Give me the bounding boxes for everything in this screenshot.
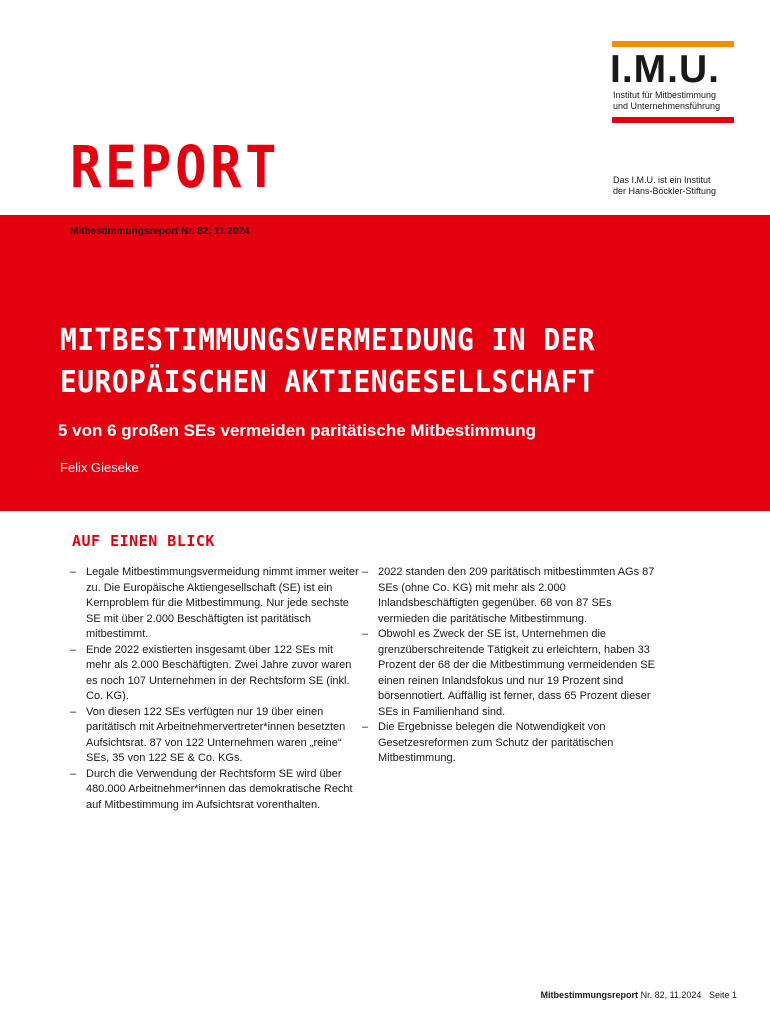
bullet-text: Die Ergebnisse belegen die Notwendigkeit von Gesetzesreformen zum Schutz der paritätischen Mitbestimmung. bbox=[378, 721, 614, 764]
list-item bbox=[362, 627, 662, 720]
author: Felix Gieseke bbox=[60, 460, 139, 475]
title-line-2: EUROPÄISCHEN AKTIENGESELLSCHAFT bbox=[60, 365, 596, 400]
bullet-text: 2022 standen den 209 paritätisch mitbestimmten AGs 87 SEs (ohne Co. KG) mit mehr als 2.000 Inlandsbeschäftigten gegenüber. 68 von 87 SEs vermieden die paritätische Mitbestimmung. bbox=[378, 566, 655, 625]
imu-logo-subtitle bbox=[613, 90, 743, 112]
foundation-note-line2: der Hans-Böckler-Stiftung bbox=[613, 186, 717, 196]
bullet-dash: – bbox=[70, 705, 77, 718]
logo-sub-line2: und Unternehmensführung bbox=[613, 101, 721, 111]
list-item bbox=[362, 720, 662, 767]
foundation-note bbox=[613, 175, 753, 197]
bullet-dash: – bbox=[362, 566, 369, 578]
list-item bbox=[70, 705, 360, 767]
title-line-1: MITBESTIMMUNGSVERMEIDUNG IN DER bbox=[60, 323, 596, 358]
summary-heading: AUF EINEN BLICK bbox=[72, 532, 215, 550]
list-item bbox=[70, 767, 360, 814]
page-footer bbox=[541, 990, 737, 1000]
bullet-text: Ende 2022 existierten insgesamt über 122 SEs mit mehr als 2.000 Beschäftigten. Zwei Jahre zuvor waren es noch 107 Unternehmen in der Rechtsform SE (inkl. Co. KG). bbox=[86, 643, 352, 702]
bullet-dash: – bbox=[70, 643, 77, 656]
bullet-text: Durch die Verwendung der Rechtsform SE wird über 480.000 Arbeitnehmer*innen das demokratische Recht auf Mitbestimmung im Aufsichtsrat vorenthalten. bbox=[86, 767, 353, 811]
bullet-dash: – bbox=[70, 566, 77, 578]
report-wordmark: REPORT bbox=[70, 133, 281, 201]
bullet-text: Obwohl es Zweck der SE ist, Unternehmen die grenzüberschreitende Tätigkeit zu erleichtern, haben 33 Prozent der 68 der die Mitbestimmung vermeidenden SE einen reinen Inlandsfokus und nur 19 Prozent sind börsennotiert. Auffällig ist ferner, dass 65 Prozent dieser SEs in Familienhand sind. bbox=[378, 628, 655, 718]
bullet-text: Von diesen 122 SEs verfügten nur 19 über einen paritätisch mit Arbeitnehmervertreter*innen besetzten Aufsichtsrat. 87 von 122 Unternehmen waren „reine“ SEs, 35 von 122 SE & Co. KGs. bbox=[86, 705, 346, 764]
bullet-dash: – bbox=[362, 628, 369, 640]
footer-series: Mitbestimmungsreport bbox=[540, 990, 639, 1000]
report-underline-strip bbox=[62, 205, 285, 215]
page-number: Seite 1 bbox=[708, 990, 737, 1000]
bullet-dash: – bbox=[70, 767, 77, 780]
subtitle: 5 von 6 großen SEs vermeiden paritätische Mitbestimmung bbox=[58, 421, 537, 440]
list-item bbox=[362, 565, 662, 627]
list-item bbox=[70, 565, 360, 643]
logo-sub-line1: Institut für Mitbestimmung bbox=[613, 90, 717, 100]
logo-bottom-bar bbox=[612, 117, 734, 123]
footer-series-number: Nr. 82, 11.2024 bbox=[638, 990, 702, 1000]
imu-logo: I.M.U. bbox=[610, 48, 720, 91]
series-info: Mitbestimmungsreport Nr. 82, 11.2024 bbox=[70, 226, 250, 237]
page-title bbox=[60, 320, 750, 404]
foundation-note-line1: Das I.M.U. ist ein Institut bbox=[613, 175, 711, 185]
summary-column-left bbox=[70, 565, 360, 813]
list-item bbox=[70, 643, 360, 705]
logo-top-bar bbox=[612, 41, 734, 47]
bullet-text: Legale Mitbestimmungsvermeidung nimmt immer weiter zu. Die Europäische Aktiengesellschaft (SE) ist ein Kernproblem für die Mitbestimmung. Nur jede sechste SE mit über 2.000 Beschäftigten ist paritätisch mitbestimmt. bbox=[86, 566, 359, 640]
bullet-dash: – bbox=[362, 721, 369, 733]
summary-column-right bbox=[362, 565, 662, 767]
